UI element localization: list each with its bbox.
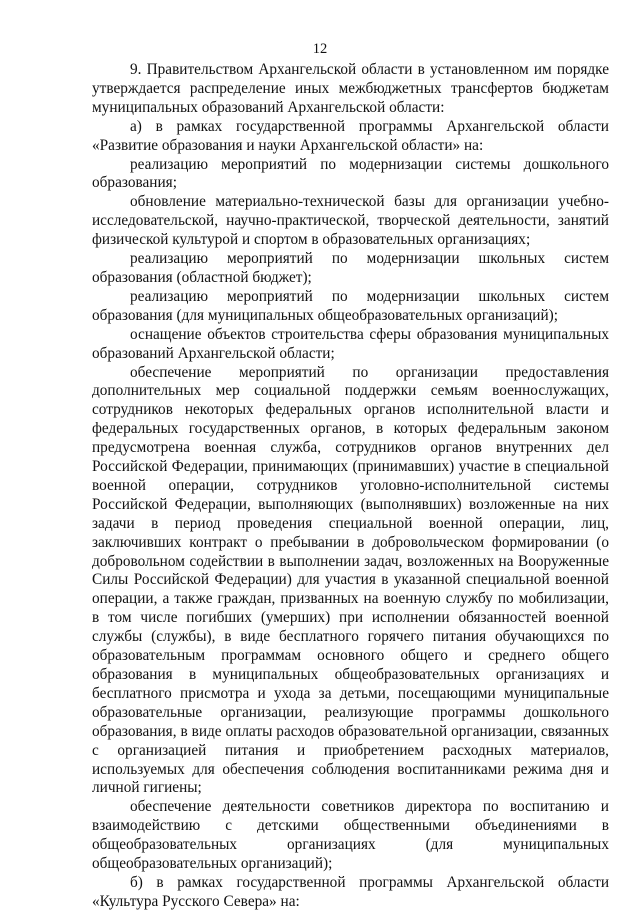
paragraph-material-base: обновление материально-технической базы для организации учебно-исследовательской, научно-практической, творческой деятельности, занятий физической культурой и спортом в образовательных организациях;: [92, 193, 609, 249]
paragraph-social-support: обеспечение мероприятий по организации предоставления дополнительных мер социальной поддержки семьям военнослужащих, сотрудников некоторых федеральных органов исполнительной власти и федеральных государственных органов, в которых федеральным законом предусмотрена военная служба, сотрудников органов внутренних дел Российской Федерации, принимающих (принимавших) участие в специальной военной операции, сотрудников уголовно-исполнительной системы Российской Федерации, выполняющих (выполнявших) возложенные на них задачи в период проведения специальной военной операции, лиц, заключивших контракт о пребывании в добровольческом формировании (о добровольном содействии в выполнении задач, возложенных на Вооруженные Силы Российской Федерации) для участия в указанной специальной военной операции, а также граждан, призванных на военную службу по мобилизации, в том числе погибших (умерших) при исполнении обязанностей военной службы (службы), в виде бесплатного горячего питания обучающихся по образовательным программам основного общего и среднего общего образования в муниципальных общеобразовательных организациях и бесплатного присмотра и ухода за детьми, посещающими муниципальные образовательные организации, реализующие программы дошкольного образования, в виде оплаты расходов образовательной организации, связанных с организацией питания и приобретением расходных материалов, используемых для обеспечения соблюдения воспитанниками режима дня и личной гигиены;: [92, 363, 609, 797]
page-number: 12: [312, 41, 328, 57]
paragraph-construction-equipment: оснащение объектов строительства сферы образования муниципальных образований Архангельской области;: [92, 325, 609, 362]
paragraph-item-b: б) в рамках государственной программы Архангельской области «Культура Русского Севера» на:: [92, 873, 609, 910]
paragraph-school-modernization-regional: реализацию мероприятий по модернизации школьных систем образования (областной бюджет);: [92, 250, 609, 286]
paragraph-item-a: а) в рамках государственной программы Архангельской области «Развитие образования и науки Архангельской области» на:: [92, 117, 609, 154]
document-body: [92, 61, 609, 912]
paragraph-director-advisors: обеспечение деятельности советников директора по воспитанию и взаимодействию с детскими общественными объединениями в общеобразовательных организациях (для муниципальных общеобразовательных организаций);: [92, 798, 609, 873]
paragraph-section-9: 9. Правительством Архангельской области в установленном им порядке утверждается распределение иных межбюджетных трансфертов бюджетам муниципальных образований Архангельской области:: [92, 61, 609, 116]
paragraph-preschool-modernization: реализацию мероприятий по модернизации системы дошкольного образования;: [92, 155, 609, 192]
paragraph-school-modernization-municipal: реализацию мероприятий по модернизации школьных систем образования (для муниципальных общеобразовательных организаций);: [92, 287, 609, 324]
